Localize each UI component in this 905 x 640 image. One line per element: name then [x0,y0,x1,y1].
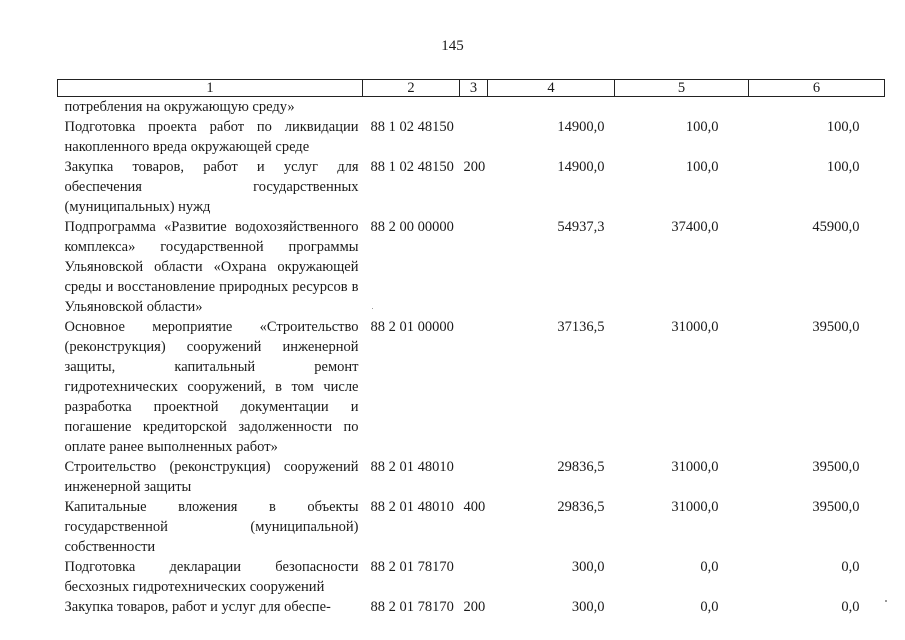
row-code-cell: 88 2 01 48010 [370,459,454,475]
row-code-cell: 88 2 01 48010 [370,499,454,515]
column-header: 4 [488,80,615,97]
row-type-cell: 200 [463,159,486,175]
row-value-2023-cell: 29836,5 [557,459,605,475]
row-value-2024-cell: 31000,0 [671,459,719,475]
row-value-2024-cell: 37400,0 [671,219,719,235]
row-value-2023-cell: 14900,0 [557,159,605,175]
row-name-cell: Подпрограмма «Развитие водохозяйственного комплекса» государственной программы Ульяновской области «Охрана окружающей среды и восстановление природных ресурсов в Ульяновской области» [64,219,359,315]
row-name-cell: Подготовка декларации безопасности бесхозных гидротехнических сооружений [64,559,359,595]
table-row [58,157,885,217]
row-value-2024-cell: 31000,0 [671,499,719,515]
table-row [58,597,885,617]
row-type-cell [460,117,488,157]
row-name-cell: потребления на окружающую среду» [64,99,295,115]
table-row [58,457,885,497]
scan-speck [372,308,373,309]
row-type-cell [460,457,488,497]
row-value-2025-cell: 39500,0 [812,459,860,475]
row-name-cell: Основное мероприятие «Строительство (реконструкция) сооружений инженерной защиты, капитальный ремонт гидротехнических сооружений, в том числе разработка проектной документации и погашение кредиторской задолженности по оплате ранее выполненных работ» [64,319,359,455]
row-code-cell: 88 2 00 00000 [370,219,454,235]
row-name-cell: Закупка товаров, работ и услуг для обеспе- [64,599,331,615]
row-code-cell: 88 1 02 48150 [370,159,454,175]
row-name-cell: Закупка товаров, работ и услуг для обеспечения государственных (муниципальных) нужд [64,159,359,215]
table-body [58,97,885,618]
row-type-cell [460,557,488,597]
page-number: 145 [441,38,464,54]
row-value-2025-cell [749,97,885,118]
row-value-2023-cell: 37136,5 [557,319,605,335]
row-value-2025-cell: 0,0 [841,599,860,615]
table-row [58,557,885,597]
row-value-2023-cell [488,97,615,118]
row-name-cell: Строительство (реконструкция) сооружений инженерной защиты [64,459,359,495]
row-value-2025-cell: 100,0 [826,159,860,175]
table-header-row [58,80,885,97]
budget-table [57,79,885,617]
row-value-2025-cell: 39500,0 [812,499,860,515]
row-code-cell: 88 2 01 78170 [370,559,454,575]
table-row [58,117,885,157]
row-value-2025-cell: 100,0 [826,119,860,135]
row-value-2023-cell: 14900,0 [557,119,605,135]
row-value-2025-cell: 45900,0 [812,219,860,235]
row-value-2025-cell: 39500,0 [812,319,860,335]
row-value-2024-cell [615,97,749,118]
row-value-2024-cell: 0,0 [700,599,719,615]
row-code-cell: 88 2 01 78170 [370,599,454,615]
row-type-cell [460,97,488,118]
row-type-cell: 400 [463,499,486,515]
row-code-cell: 88 2 01 00000 [370,319,454,335]
table-row [58,217,885,317]
row-value-2024-cell: 100,0 [685,119,719,135]
row-value-2023-cell: 54937,3 [557,219,605,235]
table-row [58,497,885,557]
column-header: 5 [615,80,749,97]
row-code-cell [363,97,460,118]
table-row [58,317,885,457]
row-type-cell [460,317,488,457]
row-value-2025-cell: 0,0 [841,559,860,575]
scan-speck [885,600,887,602]
row-type-cell [460,217,488,317]
row-value-2024-cell: 0,0 [700,559,719,575]
row-value-2024-cell: 100,0 [685,159,719,175]
column-header: 1 [58,80,363,97]
row-type-cell: 200 [463,599,486,615]
row-value-2023-cell: 300,0 [571,559,605,575]
row-name-cell: Подготовка проекта работ по ликвидации накопленного вреда окружающей среде [64,119,359,155]
column-header: 2 [363,80,460,97]
row-value-2023-cell: 29836,5 [557,499,605,515]
column-header: 6 [749,80,885,97]
row-code-cell: 88 1 02 48150 [370,119,454,135]
row-name-cell: Капитальные вложения в объекты государственной (муниципальной) собственности [64,499,359,555]
row-value-2024-cell: 31000,0 [671,319,719,335]
column-header: 3 [460,80,488,97]
row-value-2023-cell: 300,0 [571,599,605,615]
table-row [58,97,885,118]
